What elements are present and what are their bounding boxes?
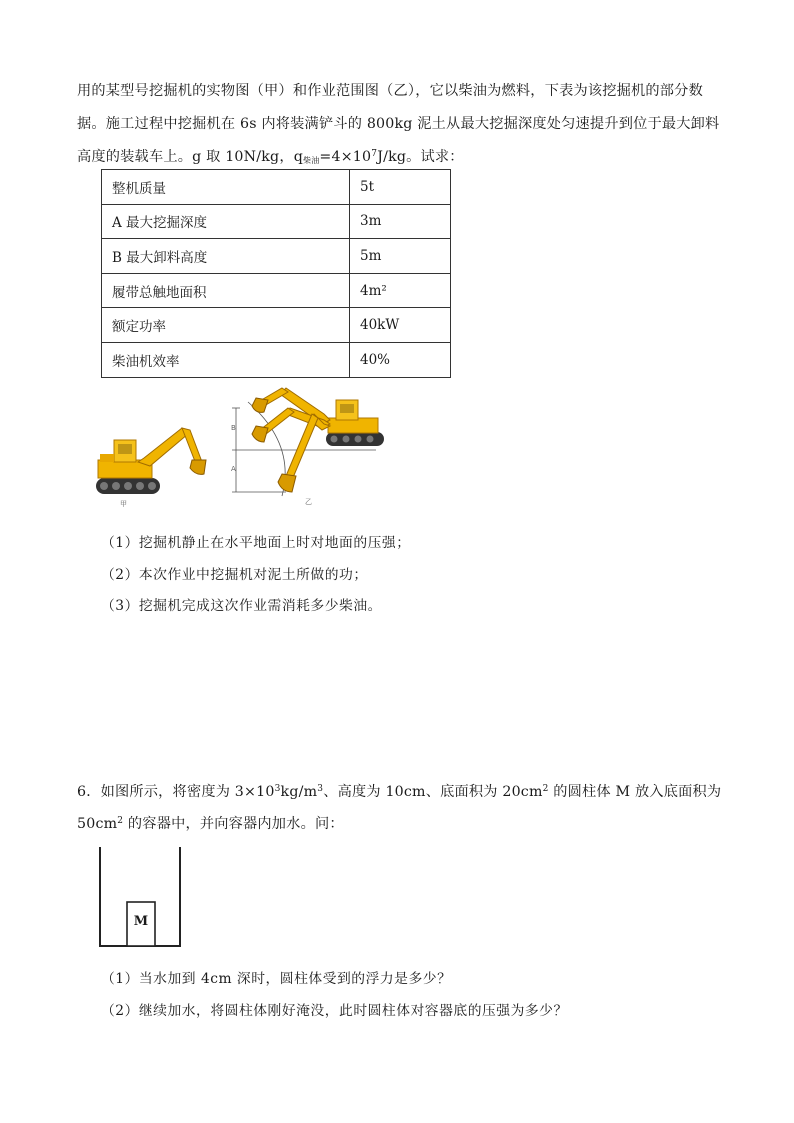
q5-item-1: （1）挖掘机静止在水平地面上时对地面的压强； [101, 535, 411, 551]
table-row: 柴油机效率 40% [102, 342, 451, 377]
q6-item-1: （1）当水加到 4cm 深时，圆柱体受到的浮力是多少？ [101, 971, 452, 987]
excavator-figure-jia [92, 418, 212, 510]
figure-label-jia: 甲 [120, 500, 127, 508]
excavator-spec-table [101, 169, 451, 378]
problem-6-line-1: 6．如图所示，将密度为 $3\times 10^3kg/m^3$、高度为 10cm、底面积为 $20cm^2$ 的圆柱体 M 放入底面积为 [77, 784, 722, 800]
figure-label-a: A [231, 465, 236, 473]
table-row: 履带总触地面积 4m² [102, 273, 451, 308]
figure-label-b: B [231, 424, 236, 432]
figure-label-yi: 乙 [305, 498, 312, 506]
table-row: 额定功率 40kW [102, 308, 451, 343]
q5-item-2: （2）本次作业中挖掘机对泥土所做的功； [101, 567, 368, 583]
excavator-figure-yi [226, 384, 396, 508]
problem-6-line-2: $50cm^2$ 的容器中，并向容器内加水。问： [77, 816, 344, 832]
table-row: B 最大卸料高度 5m [102, 239, 451, 274]
q6-item-2: （2）继续加水，将圆柱体刚好淹没，此时圆柱体对容器底的压强为多少？ [101, 1003, 568, 1019]
q5-item-3: （3）挖掘机完成这次作业需消耗多少柴油。 [101, 598, 382, 614]
cylinder-m-label: M [133, 914, 149, 929]
container-diagram [96, 845, 186, 949]
intro-line-3: 高度的装载车上。g 取 10N/kg，$q_{柴油}=4\times 10^7J/kg$。试求： [77, 149, 464, 165]
intro-line-1: 用的某型号挖掘机的实物图（甲）和作业范围图（乙），它以柴油为燃料，下表为该挖掘机的部分数 [77, 83, 703, 99]
table-row: 整机质量 5t [102, 170, 451, 205]
table-row: A 最大挖掘深度 3m [102, 204, 451, 239]
intro-line-2: 据。施工过程中挖掘机在 6s 内将装满铲斗的 800kg 泥土从最大挖掘深度处匀速提升到位于最大卸料 [77, 116, 720, 132]
